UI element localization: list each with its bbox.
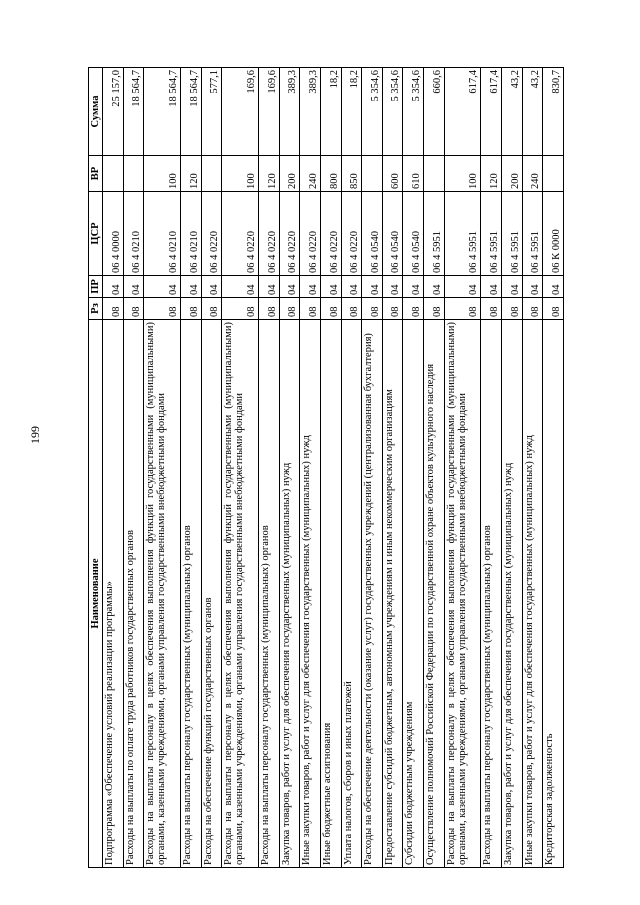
cell-name: Иные закупки товаров, работ и услуг для обеспечения государственных (муниципальных) нужд	[300, 320, 321, 868]
cell-vr: 240	[522, 156, 543, 192]
cell-rz: 08	[522, 298, 543, 320]
table-row	[279, 68, 300, 868]
cell-sum: 577,1	[201, 68, 222, 156]
cell-pr: 04	[403, 276, 424, 298]
cell-rz: 08	[481, 298, 502, 320]
cell-name: Предоставление субсидий бюджетным, автономным учреждениям и иным некоммерческим организациям	[382, 320, 403, 868]
table-header-row	[89, 68, 103, 868]
cell-sum: 18,2	[320, 68, 341, 156]
table-row	[444, 68, 481, 868]
cell-sum: 5 354,6	[362, 68, 383, 156]
cell-vr	[543, 156, 564, 192]
column-header-pr: ПР	[89, 276, 103, 298]
table-row	[103, 68, 124, 868]
cell-vr: 850	[341, 156, 362, 192]
cell-vr: 100	[444, 156, 481, 192]
cell-vr: 200	[501, 156, 522, 192]
cell-name: Расходы на обеспечение деятельности (оказание услуг) государственных учреждений (централизованная бухгалтерия)	[362, 320, 383, 868]
cell-csr: 06 4 0220	[341, 192, 362, 276]
cell-pr: 04	[222, 276, 259, 298]
cell-csr: 06 4 0000	[103, 192, 124, 276]
cell-name: Иные закупки товаров, работ и услуг для обеспечения государственных (муниципальных) нужд	[522, 320, 543, 868]
cell-pr: 04	[103, 276, 124, 298]
table-row	[382, 68, 403, 868]
cell-pr: 04	[181, 276, 202, 298]
cell-sum: 18 564,7	[123, 68, 144, 156]
cell-rz: 08	[201, 298, 222, 320]
cell-name: Расходы на выплаты персоналу в целях обеспечения выполнения функций государственными (муниципальными) органами, казенными учреждениями, органами управления государственными внебюджетными фондами	[222, 320, 259, 868]
table-row	[543, 68, 564, 868]
cell-rz: 08	[320, 298, 341, 320]
cell-pr: 04	[522, 276, 543, 298]
cell-name: Расходы на обеспечение функций государственных органов	[201, 320, 222, 868]
cell-rz: 08	[259, 298, 280, 320]
cell-sum: 5 354,6	[382, 68, 403, 156]
cell-pr: 04	[382, 276, 403, 298]
table-row	[300, 68, 321, 868]
cell-vr: 610	[403, 156, 424, 192]
cell-name: Закупка товаров, работ и услуг для обеспечения государственных (муниципальных) нужд	[279, 320, 300, 868]
cell-csr: 06 4 0210	[144, 192, 181, 276]
cell-pr: 04	[201, 276, 222, 298]
cell-sum: 617,4	[444, 68, 481, 156]
budget-table-wrapper	[88, 68, 564, 868]
column-header-vr: ВР	[89, 156, 103, 192]
cell-sum: 389,3	[279, 68, 300, 156]
cell-rz: 08	[279, 298, 300, 320]
table-row	[362, 68, 383, 868]
column-header-sum: Сумма	[89, 68, 103, 156]
cell-csr: 06 4 0220	[259, 192, 280, 276]
cell-name: Иные бюджетные ассигнования	[320, 320, 341, 868]
cell-sum: 43,2	[522, 68, 543, 156]
cell-csr: 06 4 0220	[201, 192, 222, 276]
cell-csr: 06 4 0220	[222, 192, 259, 276]
cell-rz: 08	[341, 298, 362, 320]
cell-sum: 18 564,7	[144, 68, 181, 156]
cell-vr: 120	[259, 156, 280, 192]
cell-csr: 06 4 5951	[423, 192, 444, 276]
cell-sum: 830,7	[543, 68, 564, 156]
cell-csr: 06 4 0210	[181, 192, 202, 276]
cell-name: Подпрограмма «Обеспечение условий реализации программы»	[103, 320, 124, 868]
cell-csr: 06 К 0000	[543, 192, 564, 276]
cell-name: Расходы на выплаты персоналу государственных (муниципальных) органов	[481, 320, 502, 868]
cell-vr: 120	[181, 156, 202, 192]
table-row	[403, 68, 424, 868]
table-row	[501, 68, 522, 868]
cell-csr: 06 4 0210	[123, 192, 144, 276]
cell-csr: 06 4 0540	[403, 192, 424, 276]
column-header-name: Наименование	[89, 320, 103, 868]
cell-sum: 5 354,6	[403, 68, 424, 156]
cell-pr: 04	[123, 276, 144, 298]
cell-pr: 04	[279, 276, 300, 298]
cell-rz: 08	[501, 298, 522, 320]
cell-vr	[201, 156, 222, 192]
cell-vr: 600	[382, 156, 403, 192]
cell-name: Кредиторская задолженность	[543, 320, 564, 868]
cell-pr: 04	[481, 276, 502, 298]
column-header-csr: ЦСР	[89, 192, 103, 276]
cell-vr	[362, 156, 383, 192]
cell-name: Осуществление полномочий Российской Федерации по государственной охране объектов культурного наследия	[423, 320, 444, 868]
cell-rz: 08	[423, 298, 444, 320]
cell-pr: 04	[144, 276, 181, 298]
cell-sum: 389,3	[300, 68, 321, 156]
cell-csr: 06 4 0220	[279, 192, 300, 276]
cell-rz: 08	[222, 298, 259, 320]
cell-rz: 08	[181, 298, 202, 320]
cell-vr: 200	[279, 156, 300, 192]
cell-name: Расходы на выплаты персоналу в целях обеспечения выполнения функций государственными (муниципальными) органами, казенными учреждениями, органами управления государственными внебюджетными фондами	[144, 320, 181, 868]
cell-vr	[423, 156, 444, 192]
cell-rz: 08	[444, 298, 481, 320]
cell-sum: 18 564,7	[181, 68, 202, 156]
cell-pr: 04	[300, 276, 321, 298]
page-number: 199	[28, 426, 42, 444]
cell-pr: 04	[320, 276, 341, 298]
cell-vr: 240	[300, 156, 321, 192]
cell-rz: 08	[103, 298, 124, 320]
cell-name: Расходы на выплаты персоналу государственных (муниципальных) органов	[259, 320, 280, 868]
cell-csr: 06 4 5951	[444, 192, 481, 276]
cell-rz: 08	[144, 298, 181, 320]
table-row	[341, 68, 362, 868]
table-body	[103, 68, 564, 868]
table-row	[423, 68, 444, 868]
cell-name: Закупка товаров, работ и услуг для обеспечения государственных (муниципальных) нужд	[501, 320, 522, 868]
cell-name: Субсидии бюджетным учреждениям	[403, 320, 424, 868]
cell-name: Расходы на выплаты персоналу в целях обеспечения выполнения функций государственными (муниципальными) органами, казенными учреждениями, органами управления государственными внебюджетными фондами	[444, 320, 481, 868]
cell-sum: 25 157,0	[103, 68, 124, 156]
cell-rz: 08	[382, 298, 403, 320]
table-row	[201, 68, 222, 868]
cell-rz: 08	[300, 298, 321, 320]
cell-pr: 04	[423, 276, 444, 298]
cell-csr: 06 4 5951	[481, 192, 502, 276]
table-row	[259, 68, 280, 868]
table-row	[144, 68, 181, 868]
cell-vr: 120	[481, 156, 502, 192]
table-row	[320, 68, 341, 868]
cell-vr	[123, 156, 144, 192]
cell-sum: 43,2	[501, 68, 522, 156]
cell-sum: 617,4	[481, 68, 502, 156]
cell-sum: 169,6	[259, 68, 280, 156]
cell-csr: 06 4 5951	[501, 192, 522, 276]
cell-pr: 04	[501, 276, 522, 298]
table-row	[522, 68, 543, 868]
cell-vr: 800	[320, 156, 341, 192]
cell-rz: 08	[403, 298, 424, 320]
cell-sum: 660,6	[423, 68, 444, 156]
cell-sum: 169,6	[222, 68, 259, 156]
cell-rz: 08	[543, 298, 564, 320]
cell-pr: 04	[259, 276, 280, 298]
cell-csr: 06 4 0220	[300, 192, 321, 276]
budget-table	[88, 67, 564, 868]
cell-name: Уплата налогов, сборов и иных платежей	[341, 320, 362, 868]
cell-csr: 06 4 0540	[362, 192, 383, 276]
cell-vr	[103, 156, 124, 192]
cell-vr: 100	[144, 156, 181, 192]
cell-name: Расходы на выплаты по оплате труда работников государственных органов	[123, 320, 144, 868]
cell-sum: 18,2	[341, 68, 362, 156]
cell-pr: 04	[362, 276, 383, 298]
cell-csr: 06 4 0220	[320, 192, 341, 276]
cell-rz: 08	[362, 298, 383, 320]
cell-rz: 08	[123, 298, 144, 320]
table-row	[222, 68, 259, 868]
cell-vr: 100	[222, 156, 259, 192]
table-row	[481, 68, 502, 868]
cell-pr: 04	[341, 276, 362, 298]
cell-name: Расходы на выплаты персоналу государственных (муниципальных) органов	[181, 320, 202, 868]
column-header-rz: Рз	[89, 298, 103, 320]
table-row	[123, 68, 144, 868]
cell-pr: 04	[543, 276, 564, 298]
cell-pr: 04	[444, 276, 481, 298]
cell-csr: 06 4 0540	[382, 192, 403, 276]
table-row	[181, 68, 202, 868]
cell-csr: 06 4 5951	[522, 192, 543, 276]
